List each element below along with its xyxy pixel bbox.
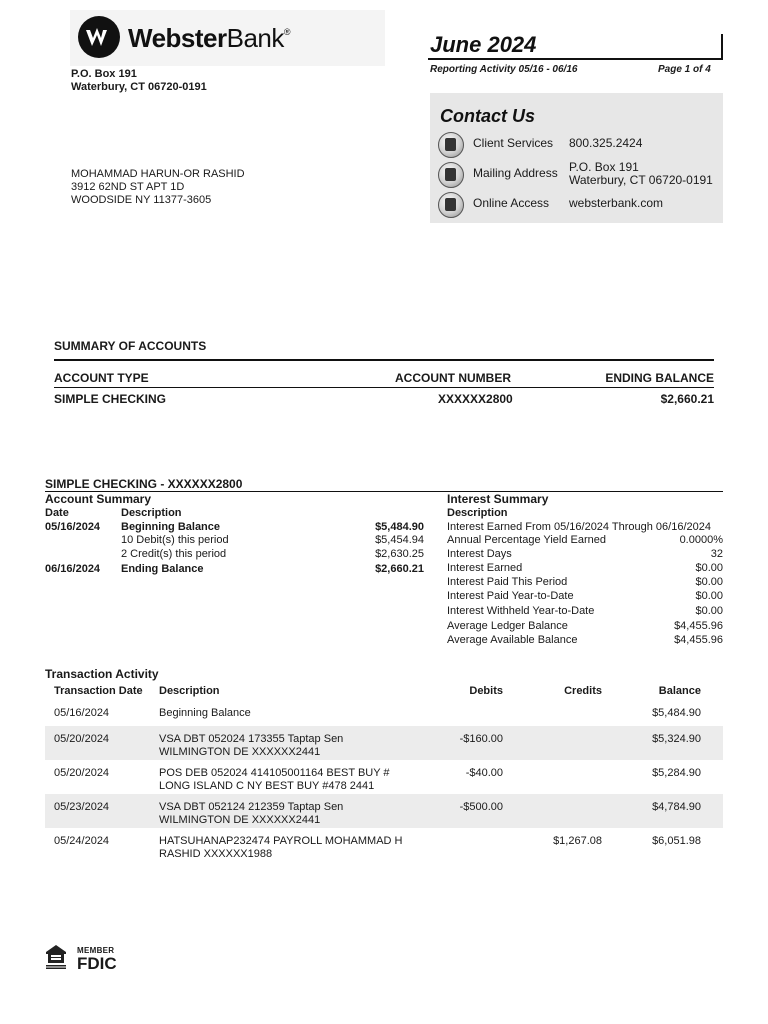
interest-value: $0.00 <box>695 590 723 602</box>
tx-desc-line2: LONG ISLAND C NY BEST BUY #478 2441 <box>159 780 375 792</box>
table-row <box>45 794 723 828</box>
tx-debit: -$40.00 <box>465 767 503 779</box>
summary-ending-balance: $2,660.21 <box>660 392 714 406</box>
summary-account-number: XXXXXX2800 <box>438 392 513 406</box>
tx-date: 05/24/2024 <box>54 835 110 847</box>
table-row <box>45 828 723 862</box>
interest-label: Interest Earned From 05/16/2024 Through 06/16/2024 <box>447 521 711 533</box>
fdic-member-label: MEMBER <box>77 946 115 955</box>
bank-logo <box>70 10 385 66</box>
equal-housing-lender-icon <box>45 944 67 970</box>
interest-row <box>447 576 723 588</box>
account-summary-date: 06/16/2024 <box>45 563 101 575</box>
tx-desc-line1: VSA DBT 052024 173355 Taptap Sen <box>159 733 344 745</box>
mail-icon <box>438 162 464 188</box>
tx-description <box>159 707 429 720</box>
bank-address-line2: Waterbury, CT 06720-0191 <box>71 81 207 93</box>
contact-value-website[interactable]: websterbank.com <box>569 196 664 210</box>
interest-value: 32 <box>710 548 723 560</box>
account-summary-amount: $5,484.90 <box>375 521 424 533</box>
table-row <box>45 726 723 760</box>
summary-account-type: SIMPLE CHECKING <box>54 392 167 406</box>
contact-value-mailing-line2: Waterbury, CT 06720-0191 <box>569 173 713 187</box>
tx-header-date: Transaction Date <box>54 685 143 697</box>
reporting-period: Reporting Activity 05/16 - 06/16 <box>430 64 578 75</box>
contact-value-mailing-line1: P.O. Box 191 <box>569 160 639 174</box>
account-summary-col-desc: Description <box>121 507 182 519</box>
tx-date: 05/20/2024 <box>54 767 110 779</box>
interest-label: Average Ledger Balance <box>447 620 568 632</box>
account-summary-desc: 10 Debit(s) this period <box>121 534 229 546</box>
summary-header-number: ACCOUNT NUMBER <box>395 371 511 385</box>
tx-desc-line1: Beginning Balance <box>159 707 251 719</box>
tx-description <box>159 767 429 793</box>
interest-value: $0.00 <box>695 562 723 574</box>
tx-header-debits: Debits <box>469 685 503 697</box>
tx-desc-line2: WILMINGTON DE XXXXXX2441 <box>159 814 321 826</box>
account-summary-amount: $2,660.21 <box>375 563 424 575</box>
contact-label-client-services: Client Services <box>473 136 554 150</box>
tx-desc-line1: HATSUHANAP232474 PAYROLL MOHAMMAD H <box>159 835 403 847</box>
tx-debit: -$160.00 <box>459 733 503 745</box>
tx-debit: -$500.00 <box>459 801 503 813</box>
interest-label: Average Available Balance <box>447 634 578 646</box>
interest-row <box>447 562 723 574</box>
transaction-activity-title: Transaction Activity <box>45 667 159 681</box>
contact-label-online-access: Online Access <box>473 196 550 210</box>
statement-title: June 2024 <box>430 32 537 57</box>
account-summary-date: 05/16/2024 <box>45 521 101 533</box>
title-divider-tick <box>721 34 723 60</box>
tx-description <box>159 733 429 759</box>
tx-balance: $5,284.90 <box>652 767 701 779</box>
interest-summary-col-desc: Description <box>447 507 508 519</box>
interest-label: Interest Paid This Period <box>447 576 568 588</box>
interest-row <box>447 605 723 617</box>
bank-logo-text: WebsterBank® <box>128 23 291 53</box>
account-summary-amount: $2,630.25 <box>375 548 424 560</box>
interest-label: Interest Earned <box>447 562 523 574</box>
customer-name: MOHAMMAD HARUN-OR RASHID <box>71 168 245 180</box>
tx-credit: $1,267.08 <box>553 835 602 847</box>
fdic-label: FDIC <box>77 954 117 973</box>
tx-header-credits: Credits <box>564 685 602 697</box>
tx-header-balance: Balance <box>658 685 701 697</box>
interest-label: Interest Withheld Year-to-Date <box>447 605 595 617</box>
account-summary-desc: 2 Credit(s) this period <box>121 548 227 560</box>
interest-label: Interest Days <box>447 548 512 560</box>
tx-date: 05/16/2024 <box>54 707 110 719</box>
bank-address-line1: P.O. Box 191 <box>71 68 137 80</box>
interest-value: $0.00 <box>695 605 723 617</box>
interest-label: Annual Percentage Yield Earned <box>447 534 607 546</box>
summary-header-balance: ENDING BALANCE <box>605 371 714 385</box>
contact-label-mailing-address: Mailing Address <box>473 166 558 180</box>
tx-date: 05/20/2024 <box>54 733 110 745</box>
interest-value: 0.0000% <box>679 534 723 546</box>
account-summary-desc: Beginning Balance <box>121 521 221 533</box>
tx-desc-line1: POS DEB 052024 414105001164 BEST BUY # <box>159 767 390 779</box>
tx-description <box>159 835 429 861</box>
page-number: Page 1 of 4 <box>658 64 711 75</box>
tx-date: 05/23/2024 <box>54 801 110 813</box>
interest-row <box>447 634 723 646</box>
interest-label: Interest Paid Year-to-Date <box>447 590 574 602</box>
customer-address-line1: 3912 62ND ST APT 1D <box>71 181 185 193</box>
contact-title: Contact Us <box>440 106 536 126</box>
interest-row <box>447 521 723 533</box>
summary-divider <box>54 359 714 361</box>
title-divider <box>428 58 723 60</box>
tx-desc-line1: VSA DBT 052124 212359 Taptap Sen <box>159 801 344 813</box>
computer-icon <box>438 192 464 218</box>
tx-header-desc: Description <box>159 685 220 697</box>
account-summary-amount: $5,454.94 <box>375 534 424 546</box>
interest-value: $4,455.96 <box>674 620 723 632</box>
tx-balance: $5,484.90 <box>652 707 701 719</box>
account-summary-col-date: Date <box>45 507 69 519</box>
table-row <box>45 700 723 726</box>
interest-row <box>447 534 723 546</box>
tx-desc-line2: WILMINGTON DE XXXXXX2441 <box>159 746 321 758</box>
interest-value: $4,455.96 <box>674 634 723 646</box>
fdic-badge <box>77 946 117 972</box>
summary-title: SUMMARY OF ACCOUNTS <box>54 339 207 353</box>
contact-box <box>430 93 723 223</box>
tx-balance: $6,051.98 <box>652 835 701 847</box>
interest-row <box>447 620 723 632</box>
phone-icon <box>438 132 464 158</box>
tx-description <box>159 801 429 827</box>
account-summary-desc: Ending Balance <box>121 563 204 575</box>
account-summary-title: Account Summary <box>45 492 152 506</box>
tx-balance: $5,324.90 <box>652 733 701 745</box>
table-row <box>45 760 723 794</box>
account-section-title: SIMPLE CHECKING - XXXXXX2800 <box>45 477 243 491</box>
tx-desc-line2: RASHID XXXXXX1988 <box>159 848 273 860</box>
webster-logo-icon <box>78 16 120 58</box>
interest-row <box>447 548 723 560</box>
contact-value-phone: 800.325.2424 <box>569 136 643 150</box>
interest-row <box>447 590 723 602</box>
interest-value: $0.00 <box>695 576 723 588</box>
tx-balance: $4,784.90 <box>652 801 701 813</box>
summary-header-divider <box>54 387 714 388</box>
customer-address-line2: WOODSIDE NY 11377-3605 <box>71 194 212 206</box>
interest-summary-title: Interest Summary <box>447 492 549 506</box>
summary-header-type: ACCOUNT TYPE <box>54 371 149 385</box>
